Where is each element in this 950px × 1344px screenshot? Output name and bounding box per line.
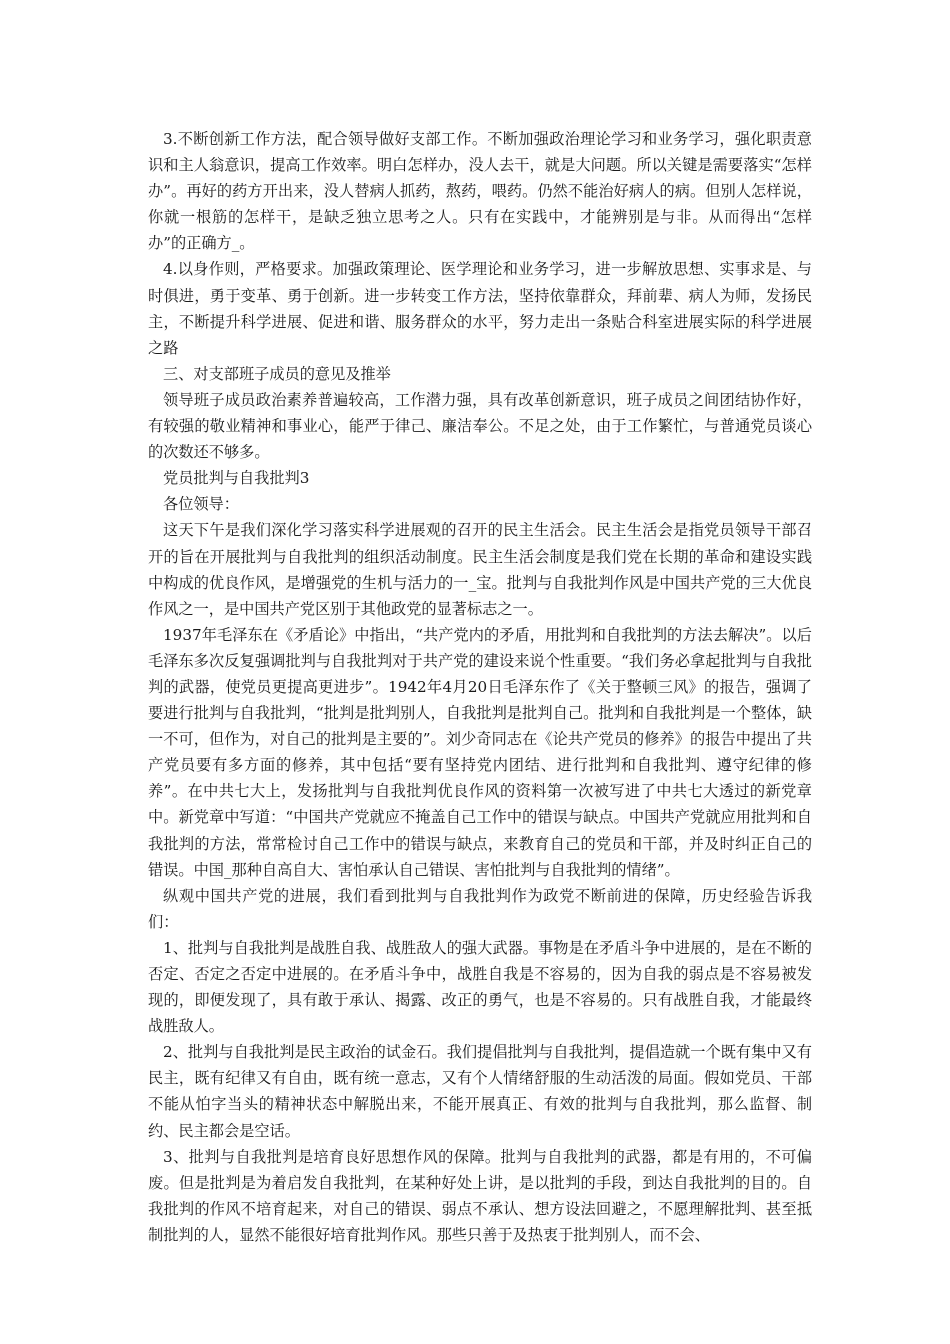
list-item-1: 1、批判与自我批判是战胜自我、战胜敌人的强大武器。事物是在矛盾斗争中进展的，是在不断的否定、否定之否定中进展的。在矛盾斗争中，战胜自我是不容易的，因为自我的弱点是不容易被发现的，即便发现了，具有敢于承认、揭露、改正的勇气，也是不容易的。只有战胜自我，才能最终战胜敌人。	[148, 938, 812, 1036]
document-title: 党员批判与自我批判3	[163, 469, 310, 488]
list-item-2: 2、批判与自我批判是民主政治的试金石。我们提倡批判与自我批判，提倡造就一个既有集中又有民主，既有纪律又有自由，既有统一意志，又有个人情绪舒服的生动活泼的局面。假如党员、干部不能从怕字当头的精神状态中解脱出来，不能开展真正、有效的批判与自我批判，那么监督、制约、民主都会是空话。	[148, 1043, 812, 1140]
section-heading-opinions: 三、对支部班子成员的意见及推举	[163, 364, 391, 383]
list-item-3: 3、批判与自我批判是培育良好思想作风的保障。批判与自我批判的武器，都是有用的，不可偏废。但是批判是为着启发自我批判，在某种好处上讲，是以批判的手段，到达自我批判的目的。自我批判的作风不培育起来，对自己的错误、弱点不承认、想方设法回避之，不愿理解批判、甚至抵制批判的人，显然不能很好培育批判作风。那些只善于及热衷于批判别人，而不会、	[148, 1147, 812, 1244]
salutation: 各位领导：	[163, 495, 239, 514]
document-body	[148, 126, 812, 1248]
paragraph-example: 4.以身作则，严格要求。加强政策理论、医学理论和业务学习，进一步解放思想、实事求是、与时俱进，勇于变革、勇于创新。进一步转变工作方法，坚持依靠群众，拜前辈、病人为师，发扬民主，不断提升科学进展、促进和谐、服务群众的水平，努力走出一条贴合科室进展实际的科学进展之路	[148, 260, 812, 357]
paragraph-method: 3.不断创新工作方法，配合领导做好支部工作。不断加强政治理论学习和业务学习，强化职责意识和主人翁意识，提高工作效率。明白怎样办，没人去干，就是大问题。所以关键是需要落实“怎样办”。再好的药方开出来，没人替病人抓药，熬药，喂药。仍然不能治好病人的病。但别人怎样说，你就一根筋的怎样干，是缺乏独立思考之人。只有在实践中，才能辨别是与非。从而得出“怎样办”的正确方_。	[148, 130, 812, 253]
paragraph-overview: 纵观中国共产党的进展，我们看到批判与自我批判作为政党不断前进的保障，历史经验告诉我们：	[148, 886, 812, 931]
paragraph-history: 1937年毛泽东在《矛盾论》中指出，“共产党内的矛盾，用批判和自我批判的方法去解决”。以后毛泽东多次反复强调批判与自我批判对于共产党的建设来说个性重要。“我们务必拿起批判与自我批判的武器，使党员更提高更进步”。1942年4月20日毛泽东作了《关于整顿三风》的报告，强调了要进行批判与自我批判，“批判是批判别人，自我批判是批判自己。批判和自我批判是一个整体，缺一不可，但作为，对自己的批判是主要的”。刘少奇同志在《论共产党员的修养》的报告中提出了共产党员要有多方面的修养，其中包括“要有坚持党内团结、进行批判和自我批判、遵守纪律的修养”。在中共七大上，发扬批判与自我批判优良作风的资料第一次被写进了中共七大透过的新党章中。新党章中写道：“中国共产党就应不掩盖自己工作中的错误与缺点。中国共产党就应用批判和自我批判的方法，常常检讨自己工作中的错误与缺点，来教育自己的党员和干部，并及时纠正自己的错误。中国_那种自高自大、害怕承认自己错误、害怕批判与自我批判的情绪”。	[148, 625, 812, 879]
paragraph-leadership: 领导班子成员政治素养普遍较高，工作潜力强，具有改革创新意识，班子成员之间团结协作好，有较强的敬业精神和事业心，能严于律己、廉洁奉公。不足之处，由于工作繁忙，与普通党员谈心的次数还不够多。	[148, 390, 812, 462]
paragraph-intro: 这天下午是我们深化学习落实科学进展观的召开的民主生活会。民主生活会是指党员领导干部召开的旨在开展批判与自我批判的组织活动制度。民主生活会制度是我们党在长期的革命和建设实践中构成的优良作风，是增强党的生机与活力的一_宝。批判与自我批判作风是中国共产党的三大优良作风之一，是中国共产党区别于其他政党的显著标志之一。	[148, 521, 812, 618]
